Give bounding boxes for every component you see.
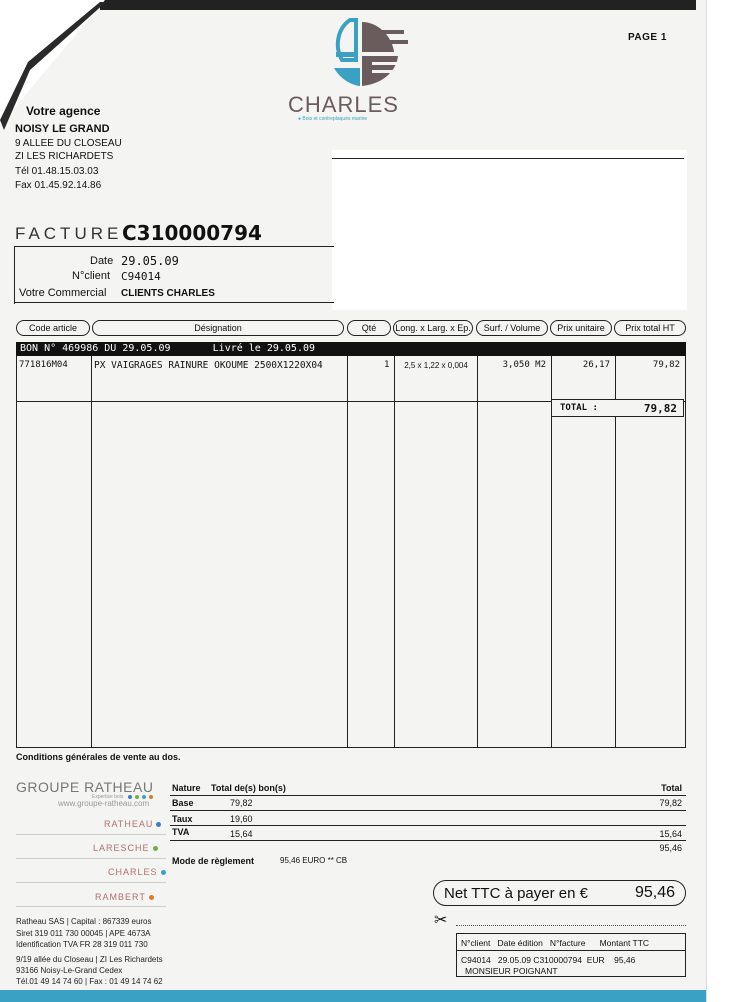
tax-base-total: 79,82	[659, 798, 682, 808]
tax-tva-label: TVA	[172, 827, 190, 837]
tax-rule	[170, 810, 686, 811]
conditions-text: Conditions générales de vente au dos.	[16, 752, 181, 762]
group-name: GROUPE RATHEAU	[16, 779, 154, 795]
tax-grand-total: 95,46	[659, 843, 682, 853]
net-to-pay-label: Net TTC à payer en €	[444, 884, 588, 902]
row-surface: 3,050 M2	[502, 360, 546, 370]
info-left-rule	[14, 246, 15, 304]
tax-base-label: Base	[172, 798, 194, 808]
agency-title: Votre agence	[26, 104, 101, 118]
col-header-designation: Désignation	[92, 320, 344, 336]
col-header-dims: Long. x Larg. x Ep.	[393, 320, 473, 336]
corp-line-5: 93166 Noisy-Le-Grand Cedex	[16, 966, 123, 975]
date-value: 29.05.09	[121, 254, 179, 268]
slip-name: MONSIEUR POIGNANT	[465, 966, 558, 976]
corp-line-3: Identification TVA FR 28 319 011 730	[16, 940, 148, 949]
brand-separator	[16, 834, 166, 835]
brand-separator	[16, 882, 166, 883]
agency-tel: Tél 01.48.15.03.03	[15, 166, 99, 177]
net-to-pay-value: 95,46	[634, 884, 675, 901]
net-to-pay-box	[433, 880, 686, 906]
row-qty: 1	[384, 360, 390, 370]
top-band	[100, 0, 696, 10]
row-designation: PX VAIGRAGES RAINURE OKOUME 2500X1220X04	[94, 360, 323, 371]
client-value: C94014	[121, 270, 161, 283]
payment-value: 95,46 EURO ** CB	[280, 856, 348, 865]
agency-fax: Fax 01.45.92.14.86	[15, 180, 102, 191]
payment-label: Mode de règlement	[172, 856, 255, 866]
invoice-label: FACTURE	[15, 224, 123, 243]
tax-base-value: 79,82	[230, 798, 253, 808]
corp-line-4: 9/19 allée du Closeau | ZI Les Richardets	[16, 955, 163, 964]
tax-tva-total: 15,64	[659, 829, 682, 839]
tax-rule	[170, 795, 686, 796]
agency-street: 9 ALLEE DU CLOSEAU	[15, 138, 122, 149]
info-bottom-rule	[14, 302, 334, 303]
tax-total-bons-label: Total de(s) bon(s)	[211, 783, 286, 793]
brand-separator	[16, 906, 166, 907]
tax-nature-label: Nature	[172, 783, 201, 793]
date-label: Date	[90, 255, 114, 267]
total-value: 79,82	[643, 402, 677, 415]
corp-line-1: Ratheau SAS | Capital : 867339 euros	[16, 917, 152, 926]
brand-separator	[16, 858, 166, 859]
tax-rate-label: Taux	[172, 814, 193, 824]
total-box	[551, 399, 684, 417]
tax-total-label: Total	[661, 783, 682, 793]
brand-ratheau: RATHEAU	[104, 819, 161, 829]
col-header-code: Code article	[16, 320, 90, 336]
slip-headers: N°client Date édition N°facture Montant TTC	[461, 938, 650, 948]
delivery-note-bar: BON N° 469986 DU 29.05.09 Livré le 29.05.09	[16, 342, 686, 356]
col-header-total: Prix total HT	[614, 320, 686, 336]
row-code: 771816M04	[19, 360, 68, 370]
invoice-number: C310000794	[122, 221, 262, 245]
commercial-value: CLIENTS CHARLES	[121, 288, 215, 299]
bottom-band	[0, 990, 706, 1002]
brand-rambert: RAMBERT	[95, 892, 154, 902]
row-dims: 2,5 x 1,22 x 0,004	[404, 361, 468, 370]
corp-line-2: Siret 319 011 730 00045 | APE 4673A	[16, 929, 151, 938]
redacted-address-area	[332, 150, 687, 310]
agency-zone: ZI LES RICHARDETS	[15, 151, 114, 162]
charles-logo-icon	[312, 16, 412, 92]
row-total: 79,82	[652, 360, 680, 370]
page-number: PAGE 1	[628, 32, 667, 43]
client-label: N°client	[72, 270, 111, 282]
info-top-rule	[14, 246, 334, 247]
tax-rule	[170, 840, 686, 841]
cut-line	[456, 925, 686, 926]
address-rule	[332, 158, 684, 159]
commercial-label: Votre Commercial	[19, 287, 107, 299]
brand-name: CHARLES	[288, 92, 399, 117]
scissors-icon: ✂	[434, 912, 448, 929]
agency-city: NOISY LE GRAND	[15, 123, 110, 135]
right-strip	[706, 0, 730, 1002]
total-label: TOTAL :	[560, 403, 598, 413]
group-url: www.groupe-ratheau.com	[58, 799, 150, 808]
slip-values: C94014 29.05.09 C310000794 EUR 95,46	[461, 955, 636, 965]
col-header-qty: Qté	[347, 320, 391, 336]
row-unit-price: 26,17	[582, 360, 610, 370]
payment-slip	[456, 933, 686, 977]
tax-rate-value: 19,60	[230, 814, 253, 824]
tax-rule	[170, 825, 686, 826]
corp-line-6: Tél.01 49 14 74 60 | Fax : 01 49 14 74 62	[16, 977, 163, 986]
col-header-surface: Surf. / Volume	[476, 320, 548, 336]
group-slogan: Expertise bois	[92, 794, 153, 800]
col-header-unit-price: Prix unitaire	[550, 320, 612, 336]
brand-charles: CHARLES	[108, 867, 166, 877]
tax-tva-value: 15,64	[230, 829, 253, 839]
brand-laresche: LARESCHE	[93, 843, 158, 853]
brand-tagline: ● Bois et contreplaqués marine	[298, 116, 368, 122]
